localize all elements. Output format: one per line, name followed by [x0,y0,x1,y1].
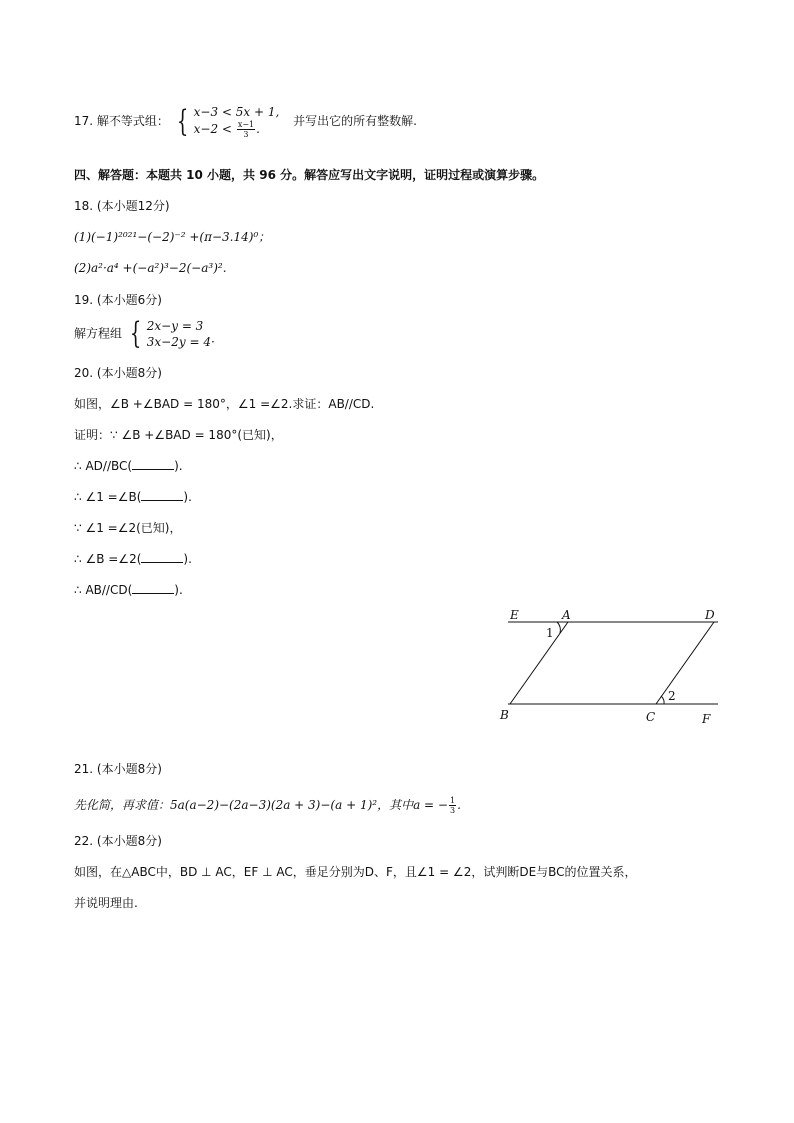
label-angle1: 1 [546,626,554,640]
geometry-figure [494,600,724,730]
q19-row2: 3x−2y = 4· [146,335,215,349]
label-E: E [510,608,519,622]
q19-header: 19. (本小题6分) [74,293,162,307]
angle1-arc [557,622,560,633]
q20-statement: 如图，∠B +∠BAD = 180°，∠1 =∠2.求证：AB//CD. [74,397,375,411]
q18-header: 18. (本小题12分) [74,199,170,213]
label-B: B [500,708,509,722]
answer-blank[interactable] [132,582,174,594]
proof-line-2: ∴ AD//BC( ). [74,459,183,473]
q19-row1: 2x−y = 3 [146,319,204,333]
brace-icon: { [129,316,142,351]
label-angle2: 2 [668,689,676,703]
q18-part2: (2)a²·a⁴ +(−a²)³−2(−a³)². [74,261,227,275]
q17-row1: x−3 < 5x + 1, [193,105,280,119]
proof-line-1: 证明：∵ ∠B +∠BAD = 180°(已知)， [74,428,283,442]
proof-line-4: ∵ ∠1 =∠2(已知)， [74,521,182,535]
proof-line-6: ∴ AB//CD( ). [74,583,183,597]
label-F: F [702,712,711,726]
q22-line1: 如图，在△ABC中，BD ⊥ AC，EF ⊥ AC，垂足分别为D、F，且∠1 = ∠2，试判断DE与BC的位置关系， [74,865,637,879]
q19-equation-system [126,318,215,350]
q17-suffix: 并写出它的所有整数解. [293,114,417,128]
label-D: D [705,608,715,622]
segment-AB [510,622,568,704]
label-C: C [646,710,656,724]
section-title: 四、解答题：本题共 10 小题，共 96 分。解答应写出文字说明，证明过程或演算步骤。 [74,168,545,182]
q19-line [74,318,215,350]
q19-prefix: 解方程组 [74,326,123,341]
q21-header: 21. (本小题8分) [74,762,162,776]
angle2-arc [661,696,664,704]
brace-icon: { [176,103,189,139]
answer-blank[interactable] [132,458,174,470]
proof-line-5: ∴ ∠B =∠2( ). [74,552,192,566]
answer-blank[interactable] [141,489,183,501]
q20-header: 20. (本小题8分) [74,366,162,380]
q22-line2: 并说明理由. [74,896,138,910]
q18-part1: (1)(−1)²⁰²¹−(−2)⁻² +(π−3.14)⁰； [74,230,271,244]
q17-line [74,104,417,139]
label-A: A [562,608,571,622]
q17-label: 17. 解不等式组： [74,114,169,128]
q21-expression: 先化简，再求值：5a(a−2)−(2a−3)(2a + 3)−(a + 1)²，其中a = − $\frac{1}{3}$ . [74,796,461,815]
answer-blank[interactable] [141,551,183,563]
segment-CD [656,622,714,704]
q22-header: 22. (本小题8分) [74,834,162,848]
q17-row2: x−2 < $\frac{x-1}{3}$ . [193,120,260,139]
proof-line-3: ∴ ∠1 =∠B( ). [74,490,192,504]
q17-inequality-system [173,104,280,139]
